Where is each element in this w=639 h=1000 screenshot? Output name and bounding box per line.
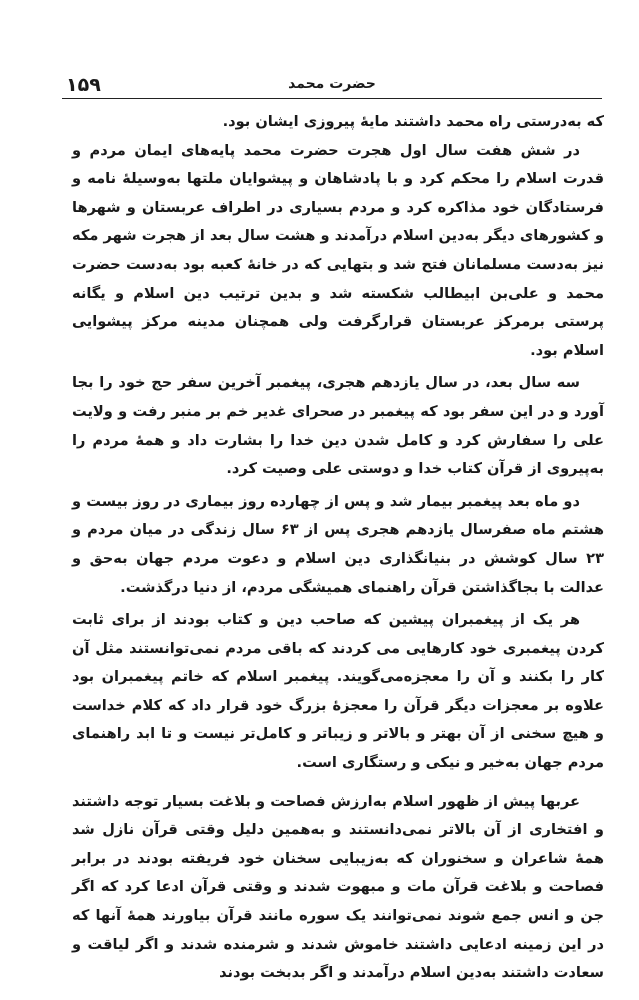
page-header: [62, 74, 602, 98]
paragraph-eloquence: عربها پیش از ظهور اسلام به‌ارزش فصاحت و بلاغت بسیار توجه داشتند و افتخاری از آن بالاتر نمی‌دانستند و به‌همین دلیل وقتی قرآن نازل شد همهٔ شاعران و سخنوران که به‌زیبایی سخنان خود فریفته بودند در برابر فصاحت و بلاغت قرآن مات و مبهوت شدند و وقتی قرآن ادعا کرد که اگر جن و انس جمع شوند نمی‌توانند یک سوره مانند قرآن بیاورند همهٔ آنها که در این زمینه ادعایی داشتند خاموش شدند و شرمنده شدند و اگر لیاقت و سعادت داشتند به‌دین اسلام درآمدند و اگر بدبخت بودند: [72, 792, 604, 982]
running-title: حضرت محمد: [288, 76, 376, 92]
paragraph-death: دو ماه بعد پیغمبر بیمار شد و پس از چهارده روز بیماری در روز بیست و هشتم ماه صفرسال یازدهم هجری پس از ۶۳ سال زندگی در میان مردم و ۲۳ سال کوشش در بنیانگذاری دین اسلام و دعوت مردم جهان به‌حق و عدالت با بجاگذاشتن قرآن راهنمای همیشگی مردم، از دنیا درگذشت.: [72, 492, 604, 596]
header-rule: [62, 98, 602, 99]
page-number: ۱۵۹: [66, 74, 101, 96]
paragraph-miracles: هر یک از پیغمبران پیشین که صاحب دین و کتاب بودند از برای ثابت کردن پیغمبری خود کارهایی می کردند که باقی مردم نمی‌توانستند مثل آن کار را بکنند و آن را معجزه‌می‌گویند. پیغمبر اسلام که خاتم پیغمبران بود علاوه بر معجزات دیگر قرآن را معجزهٔ بزرگ خود قرار داد که کلام خداست و هیچ سخنی از آن بهتر و بالاتر و زیباتر و کامل‌تر نیست و تا ابد راهنمای مردم جهان به‌خیر و نیکی و رستگاری است.: [72, 611, 604, 772]
body-text: [72, 108, 604, 988]
paragraph-hijra-years: در شش هفت سال اول هجرت حضرت محمد پایه‌های ایمان مردم و قدرت اسلام را محکم کرد و با پادشاهان و پیشوایان ملتها به‌وسیلهٔ نامه و فرستادگان خود مذاکره کرد و مردم بسیاری در اطراف عربستان و شهرها و کشورهای دیگر به‌دین اسلام درآمدند و هشت سال بعد از هجرت شهر مکه نیز به‌دست مسلمانان فتح شد و بتهایی که در خانهٔ کعبه بود به‌دست حضرت محمد و علی‌بن ابیطالب شکسته شد و بدین ترتیب دین اسلام و یگانه پرستی برمرکز عربستان قرارگرفت ولی همچنان مدینه مرکز پیشوایی اسلام بود.: [72, 141, 604, 359]
paragraph-continuation: که به‌درستی راه محمد داشتند مایهٔ پیروزی ایشان بود.: [222, 113, 604, 130]
paragraph-farewell-pilgrimage: سه سال بعد، در سال یازدهم هجری، پیغمبر آخرین سفر حج خود را بجا آورد و در این سفر بود که پیغمبر در صحرای غدیر خم بر منبر رفت و ولایت علی را سفارش کرد و کامل شدن دین خدا را بشارت داد و همهٔ مردم را به‌پیروی از قرآن کتاب خدا و دوستی علی وصیت کرد.: [72, 374, 604, 478]
